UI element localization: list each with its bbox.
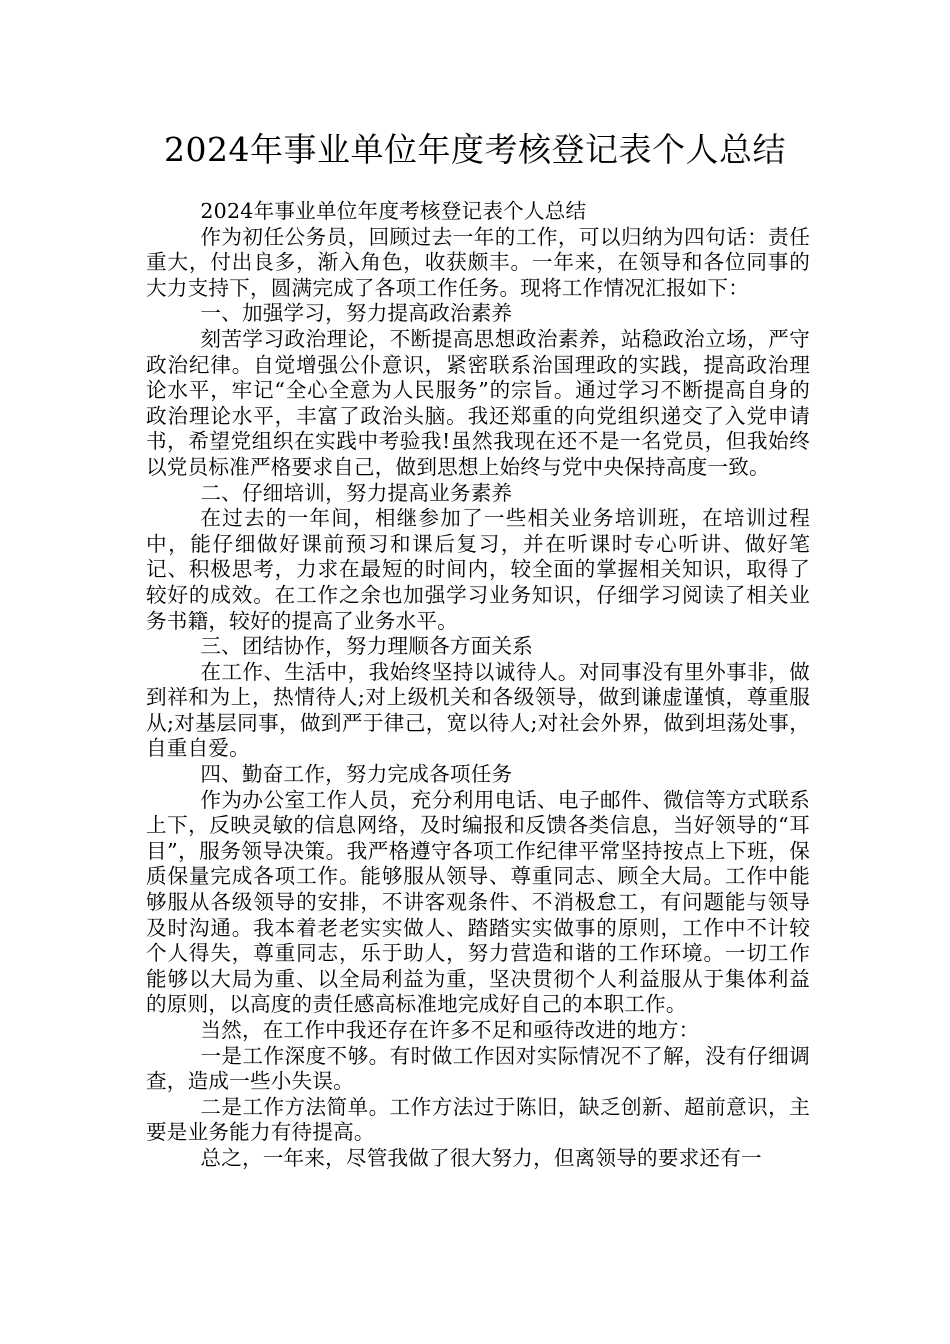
section-heading-1: 一、加强学习，努力提高政治素养 (200, 301, 513, 326)
conclusion-paragraph: 总之，一年来，尽管我做了很大努力，但离领导的要求还有一 (200, 1145, 762, 1170)
document-body (146, 199, 810, 1172)
section-heading-4: 四、勤奋工作，努力完成各项任务 (200, 762, 513, 787)
section-paragraph-4: 作为办公室工作人员，充分利用电话、电子邮件、微信等方式联系上下，反映灵敏的信息网络，及时编报和反馈各类信息，当好领导的“耳目”，服务领导决策。我严格遵守各项工作纪律平常坚持按点上下班，保质保量完成各项工作。能够服从领导、尊重同志、顾全大局。工作中能够服从各级领导的安排，不讲客观条件、不消极怠工，有问题能与领导及时沟通。我本着老老实实做人、踏踏实实做事的原则，工作中不计较个人得失，尊重同志，乐于助人，努力营造和谐的工作环境。一切工作能够以大局为重、以全局利益为重，坚决贯彻个人利益服从于集体利益的原则，以高度的责任感高标准地完成好自己的本职工作。 (146, 787, 810, 1017)
section-heading-2: 二、仔细培训，努力提高业务素养 (200, 480, 513, 505)
document-title: 2024年事业单位年度考核登记表个人总结 (164, 130, 786, 169)
section-heading-3: 三、团结协作，努力理顺各方面关系 (200, 634, 534, 659)
shortcomings-intro: 当然，在工作中我还存在许多不足和亟待改进的地方： (200, 1018, 700, 1042)
section-paragraph-3: 在工作、生活中，我始终坚持以诚待人。对同事没有里外事非，做到祥和为上，热情待人;对上级机关和各级领导，做到谦虚谨慎，尊重服从;对基层同事，做到严于律己，宽以待人;对社会外界，做到坦荡处事，自重自爱。 (146, 659, 810, 761)
section-paragraph-2: 在过去的一年间，相继参加了一些相关业务培训班，在培训过程中，能仔细做好课前预习和课后复习，并在听课时专心听讲、做好笔记、积极思考，力求在最短的时间内，较全面的掌握相关知识，取得了较好的成效。在工作之余也加强学习业务知识，仔细学习阅读了相关业务书籍，较好的提高了业务水平。 (146, 506, 810, 633)
shortcoming-2: 二是工作方法简单。工作方法过于陈旧，缺乏创新、超前意识，主要是业务能力有待提高。 (146, 1094, 810, 1145)
shortcoming-1: 一是工作深度不够。有时做工作因对实际情况不了解，没有仔细调查，造成一些小失误。 (146, 1043, 810, 1094)
subtitle-paragraph: 2024年事业单位年度考核登记表个人总结 (200, 199, 587, 223)
section-paragraph-1: 刻苦学习政治理论，不断提高思想政治素养，站稳政治立场，严守政治纪律。自觉增强公仆意识，紧密联系治国理政的实践，提高政治理论水平，牢记“全心全意为人民服务”的宗旨。通过学习不断提高自身的政治理论水平，丰富了政治头脑。我还郑重的向党组织递交了入党申请书，希望党组织在实践中考验我!虽然我现在还不是一名党员，但我始终以党员标准严格要求自己，做到思想上始终与党中央保持高度一致。 (146, 326, 810, 479)
intro-paragraph: 作为初任公务员，回顾过去一年的工作，可以归纳为四句话：责任重大，付出良多，渐入角色，收获颇丰。一年来，在领导和各位同事的大力支持下，圆满完成了各项工作任务。现将工作情况汇报如下： (146, 224, 810, 300)
